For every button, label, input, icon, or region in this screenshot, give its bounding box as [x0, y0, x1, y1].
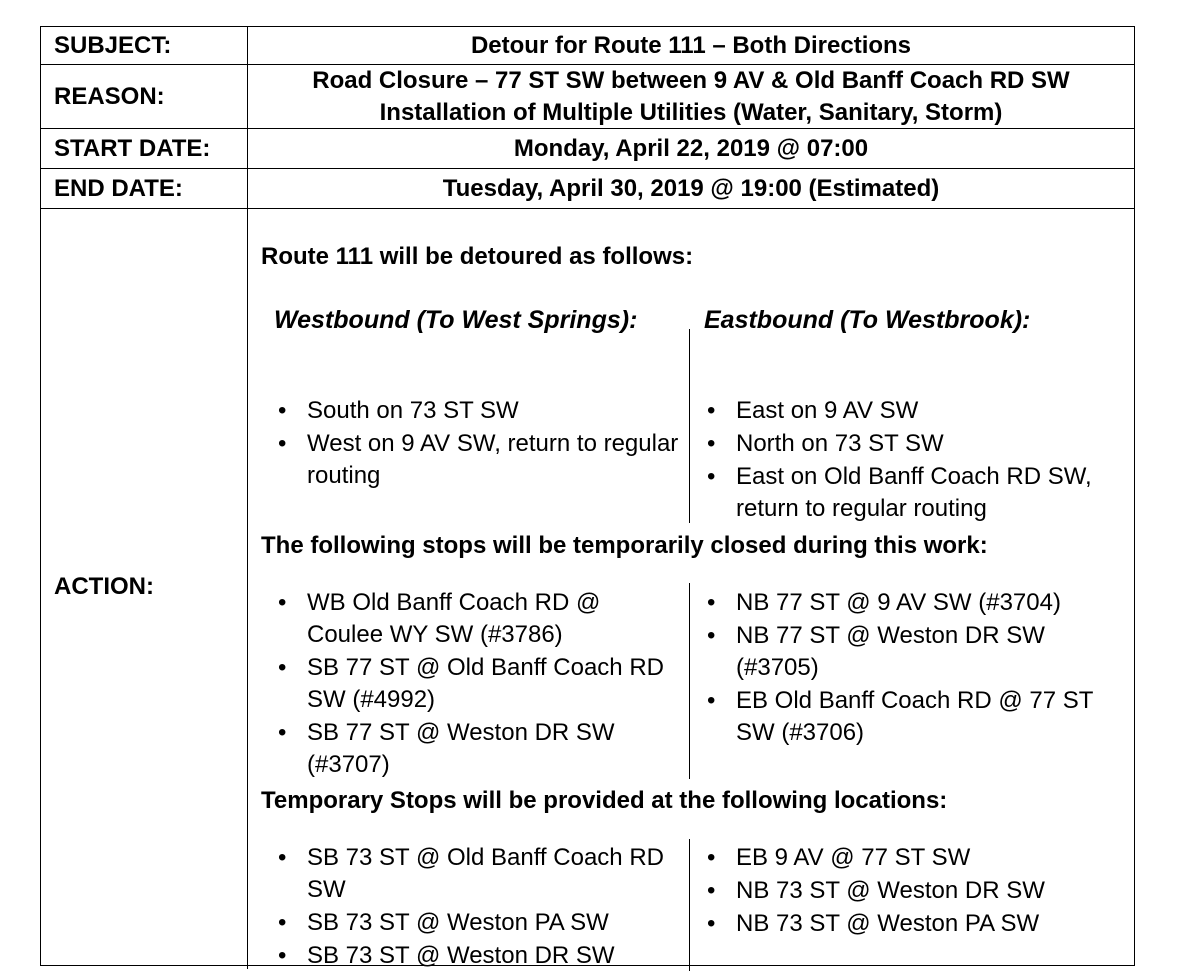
- eastbound-steps: [690, 395, 1130, 526]
- closed-stops-right: [690, 587, 1130, 750]
- reason-line-2: Installation of Multiple Utilities (Water, Sanitary, Storm): [379, 98, 1003, 126]
- bullet-icon: •: [707, 844, 716, 871]
- temporary-stop-text: NB 73 ST @ Weston PA SW: [736, 910, 1040, 937]
- temporary-stop-text: SB 73 ST @ Weston DR SW: [307, 942, 615, 969]
- temporary-stop: [261, 842, 681, 906]
- bullet-icon: •: [707, 589, 716, 616]
- subject-value: Detour for Route 111 – Both Directions: [470, 31, 912, 59]
- eastbound-step-text: East on Old Banff Coach RD SW, return to regular routing: [736, 463, 1092, 522]
- temporary-stops-right: [690, 842, 1130, 941]
- bullet-icon: •: [278, 719, 287, 746]
- action-content: [248, 209, 1134, 969]
- temporary-stop: [261, 907, 681, 939]
- bullet-icon: •: [707, 622, 716, 649]
- closed-stops-heading: The following stops will be temporarily closed during this work:: [261, 532, 988, 559]
- bullet-icon: •: [278, 909, 287, 936]
- temporary-stop-text: SB 73 ST @ Old Banff Coach RD SW: [307, 844, 664, 903]
- temporary-stop: [261, 940, 681, 972]
- closed-stop-text: WB Old Banff Coach RD @ Coulee WY SW (#3786): [307, 589, 601, 648]
- reason-label: REASON:: [41, 65, 248, 128]
- end-date-label: END DATE:: [41, 169, 248, 208]
- eastbound-heading: Eastbound (To Westbrook):: [704, 306, 1031, 334]
- bullet-icon: •: [278, 844, 287, 871]
- temporary-stop: [690, 875, 1130, 907]
- closed-stop: [690, 587, 1130, 619]
- reason-value: [248, 65, 1134, 128]
- eastbound-step: [690, 395, 1130, 427]
- bullet-icon: •: [707, 687, 716, 714]
- westbound-step: [261, 428, 681, 492]
- eastbound-step: [690, 428, 1130, 460]
- closed-stop: [690, 620, 1130, 684]
- reason-row: [41, 65, 1134, 129]
- action-row: [41, 209, 1134, 969]
- bullet-icon: •: [278, 397, 287, 424]
- eastbound-step-text: East on 9 AV SW: [736, 397, 919, 424]
- temporary-stop-text: EB 9 AV @ 77 ST SW: [736, 844, 971, 871]
- closed-stop: [690, 685, 1130, 749]
- temporary-stop: [690, 908, 1130, 940]
- closed-stop: [261, 652, 681, 716]
- start-date-row: [41, 129, 1134, 169]
- start-date-label: START DATE:: [41, 129, 248, 168]
- closed-stops-left: [261, 587, 681, 782]
- closed-stop: [261, 717, 681, 781]
- subject-label: SUBJECT:: [41, 27, 248, 64]
- temporary-stop-text: NB 73 ST @ Weston DR SW: [736, 877, 1045, 904]
- action-label: ACTION:: [41, 209, 248, 969]
- closed-stop-text: SB 77 ST @ Weston DR SW (#3707): [307, 719, 615, 778]
- bullet-icon: •: [278, 654, 287, 681]
- westbound-step-text: West on 9 AV SW, return to regular routing: [307, 430, 679, 489]
- end-date-value: Tuesday, April 30, 2019 @ 19:00 (Estimated): [442, 174, 940, 202]
- bullet-icon: •: [707, 430, 716, 457]
- eastbound-step-text: North on 73 ST SW: [736, 430, 944, 457]
- bullet-icon: •: [707, 910, 716, 937]
- reason-line-1: Road Closure – 77 ST SW between 9 AV & Old Banff Coach RD SW: [312, 66, 1070, 94]
- bullet-icon: •: [278, 942, 287, 969]
- closed-stop-text: SB 77 ST @ Old Banff Coach RD SW (#4992): [307, 654, 664, 713]
- westbound-heading: Westbound (To West Springs):: [274, 306, 638, 334]
- eastbound-step: [690, 461, 1130, 525]
- bullet-icon: •: [278, 589, 287, 616]
- bullet-icon: •: [707, 463, 716, 490]
- westbound-steps: [261, 395, 681, 493]
- closed-stop-text: EB Old Banff Coach RD @ 77 ST SW (#3706): [736, 687, 1093, 746]
- closed-stop: [261, 587, 681, 651]
- bullet-icon: •: [707, 397, 716, 424]
- end-date-row: [41, 169, 1134, 209]
- temporary-stop: [690, 842, 1130, 874]
- westbound-step-text: South on 73 ST SW: [307, 397, 519, 424]
- subject-row: [41, 27, 1134, 65]
- closed-stop-text: NB 77 ST @ Weston DR SW (#3705): [736, 622, 1045, 681]
- detour-notice-table: [40, 26, 1135, 969]
- temporary-stops-heading: Temporary Stops will be provided at the following locations:: [261, 787, 948, 814]
- bullet-icon: •: [278, 430, 287, 457]
- westbound-step: [261, 395, 681, 427]
- temporary-stop-text: SB 73 ST @ Weston PA SW: [307, 909, 609, 936]
- bullet-icon: •: [707, 877, 716, 904]
- start-date-value: Monday, April 22, 2019 @ 07:00: [513, 134, 869, 162]
- detour-heading: Route 111 will be detoured as follows:: [261, 243, 694, 270]
- closed-stop-text: NB 77 ST @ 9 AV SW (#3704): [736, 589, 1061, 616]
- temporary-stops-left: [261, 842, 681, 973]
